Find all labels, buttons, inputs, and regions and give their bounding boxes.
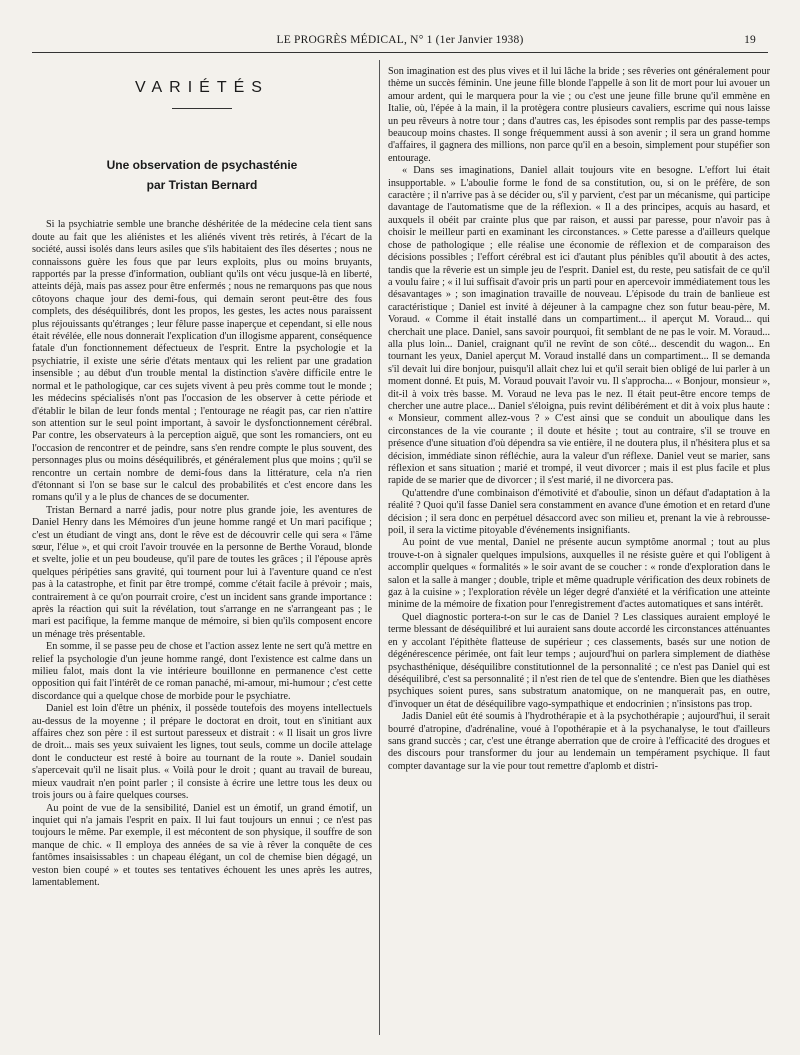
- running-header: [32, 34, 768, 50]
- paragraph: Au point de vue de la sensibilité, Daniel est un émotif, un grand émotif, un inquiet qui n'a jamais l'esprit en paix. Il lui faut toujours un ennui ; ce n'est pas toujours le même. Par exemple, il est mécontent de son physique, il souffre de son manque de chic. « Il employa des années de sa vie à rêver la conquête de ces fantômes insaisissables : un chapeau élégant, un col de chemise bien dégagé, un veston bien coupé » et toutes ses tentatives échouent les unes après les autres, lamentablement.: [32, 802, 372, 888]
- article-title-line: Une observation de psychasténie: [106, 158, 298, 173]
- running-title: LE PROGRÈS MÉDICAL, N° 1 (1er Janvier 1938): [276, 34, 524, 46]
- paragraph: En somme, il se passe peu de chose et l'action assez lente ne sert qu'à mettre en relief la psychologie d'un jeune homme rangé, dont l'existence est calme dans un milieu falot, mais dont la vie intérieure bouillonne en permanence c'est cette opposition qui fait l'intérêt de ce roman panaché, mi-amour, mi-humour ; c'est cette discordance qui a quelque chose de morbide pour le psychiatre.: [32, 641, 372, 702]
- paragraph: Son imagination est des plus vives et il lui lâche la bride ; ses rêveries ont généralement pour thème un succès féminin. Une jeune fille blonde l'appelle à son lit de mort pour lui avouer un amour ardent, qui le marquera pour la vie ; ou c'est une jeune fille brune qu'il emmène en Italie, où, l'épée à la main, il la protègera contre plusieurs cavaliers, escrime qui nous laisse un peu rêveurs à notre tour ; dans d'autres cas, les épisodes sont remplis par des passe-temps beaucoup moins chastes. Il songe fréquemment aussi à son avenir ; il sera un grand homme d'affaires, il gagnera des millions, non parce qu'il en a besoin, simplement pour stupéfier son entourage.: [388, 66, 770, 164]
- article-author-line: par Tristan Bernard: [146, 178, 258, 193]
- column-divider: [379, 60, 380, 1035]
- article-title: [32, 155, 372, 195]
- paragraph: Jadis Daniel eût été soumis à l'hydrothérapie et à la psychothérapie ; aujourd'hui, il serait bourré d'atropine, d'adrénaline, voué à l'opothérapie et à la psychanalyse, le tout d'ailleurs sans grand succès ; car, c'est une étrange aberration que de croire à l'efficacité des drogues et des discours pour transformer du jour au lendemain un tempérament psychique. Il faut compter davantage sur la vie pour tout remettre d'aplomb et distri-: [388, 711, 770, 772]
- paragraph: Quel diagnostic portera-t-on sur le cas de Daniel ? Les classiques auraient employé le terme blessant de déséquilibré et lui auraient sans doute accordé les circonstances atténuantes en y accolant l'épithète flatteuse de supérieur ; ces classements, basés sur une notion de dégénérescence périmée, ont fait leur temps ; aujourd'hui on parlera simplement de diathèse psychasthénique, déséquilibre constitutionnel de la personnalité ; ce n'est pas Daniel qui est déséquilibré, c'est sa personnalité ; il n'est rien de tel que de s'entendre. Bien que les diathèses psychiques soient pures, sans substratum anatomique, on ne manquerait pas, en outre, d'invoquer un état de déséquilibre vago-sympathique et endocrinien ; n'insistons pas trop.: [388, 611, 770, 710]
- right-column: [388, 66, 770, 773]
- paragraph: Si la psychiatrie semble une branche déshéritée de la médecine cela tient sans doute au fait que les aliénistes et les aliénés vivent très retirés, à l'écart de la société, aussi isolés dans leurs asiles que s'ils habitaient des îles désertes ; nous ne connaissons guère les fous que par leurs exploits, plus ou moins bruyants, rapportés par la presse d'information, oubliant qu'ils ont vécu jusque-là en liberté, atteints déjà, mais pas assez pour être enfermés ; nous ne remarquons pas que nous côtoyons chaque jour des demi-fous, qui demain seront peut-être des fous complets, des déséquilibrés, dont les propos, les gestes, les actes nous paraissent plus réjouissants qu'étranges ; leur fêlure passe inaperçue et cependant, si elle nous était révélée, elle nous donnerait l'explication d'un illogisme apparent, conséquence fatale d'un fonctionnement défectueux de l'esprit. Entre la psychologie et la psychiatrie, il existe une série d'états mentaux qui les relient par une gradation insensible ; au début d'un trouble mental la distinction s'avère difficile entre le normal et le pathologique, car ces sujets vivent à peu près comme tout le monde ; les médecins spécialisés n'ont pas l'occasion de les observer à cette période et d'établir le bilan de leur fonds mental ; l'entourage ne réagit pas, car rien n'attire son attention sur le seul point important, à savoir le dysfonctionnement cérébral. Par contre, les observateurs à la perception aiguë, que sont les romanciers, ont eu l'occasion de rencontrer et de peindre, sans s'en rendre compte le plus souvent, des personnages plus ou moins déséquilibrés, et généralement plus que moins ; qu'il se rencontre un certain nombre de demi-fous dans la littérature, cela n'a rien d'étonnant si l'on se base sur le calcul des probabilités et c'est encore dans les romans qu'il y a le plus de chances de se documenter.: [32, 219, 372, 504]
- paragraph: Tristan Bernard a narré jadis, pour notre plus grande joie, les aventures de Daniel Henry dans les Mémoires d'un jeune homme rangé et Un mari pacifique ; c'est un étudiant de vingt ans, dont le rêve est de découvrir celle qui sera « l'âme sœur, l'élue », et qui croit l'avoir trouvée en la personne de Berthe Voraud, blonde et svelte, jolie et un peu boudeuse, qu'il pare de toutes les grâces ; il l'épouse après quelques péripéties sans gravité, qui tournent pour lui à l'aventure quand ce n'est pas à la catastrophe, et finit par être trompé, comme c'était facile à prévoir ; mais, contrairement à ce qu'on pourrait croire, c'est un incident sans grande importance : après la réaction qui suit la révélation, tout s'arrange en ne s'arrangeant pas ; le mari est pacifique, la femme manque de mémoire, si bien qu'ils composent encore un ménage très présentable.: [32, 504, 372, 640]
- paragraph: Daniel est loin d'être un phénix, il possède toutefois des moyens intellectuels au-dessus de la moyenne ; il prépare le doctorat en droit, tout en s'initiant aux affaires chez son père : il est surtout paresseux et distrait : « Il lisait un gros livre de droit... mais ses yeux suivaient les lignes, tout seuls, comme un docile attelage dont le conducteur est resté à boire au tournant de la route ». Daniel soudain s'apercevait qu'il ne lisait plus. « Voilà pour le droit ; quant au travail de bureau, mieux vaudrait n'en point parler ; il consiste à écrire une lettre tous les deux ou trois jours ou à faire quelques courses.: [32, 703, 372, 802]
- header-rule: [32, 52, 768, 53]
- paragraph: Qu'attendre d'une combinaison d'émotivité et d'aboulie, sinon un défaut d'adaptation à la réalité ? Quoi qu'il fasse Daniel sera constamment en avance d'une émotion et en retard d'une décision ; il sera donc en perpétuel désaccord avec son milieu et, prenant la vie à rebrousse-poil, il sera la victime pitoyable d'événements insignifiants.: [388, 487, 770, 537]
- page-number: 19: [744, 34, 756, 46]
- paragraph: Au point de vue mental, Daniel ne présente aucun symptôme anormal ; tout au plus trouve-t-on à signaler quelques impulsions, auxquelles il ne résiste guère et qui l'obligent à accomplir quelques « formalités » le soir avant de se coucher : « ronde d'exploration dans le salon et la salle à manger ; double, triple et même quadruple vérification des deux robinets de gaz à la cuisine » ; l'exploration révèle un léger degré d'anxiété et la vérification une atteinte minime de la mémoire de fixation pour l'enregistrement d'actes automatiques et sans intérêt.: [388, 537, 770, 611]
- left-column: [32, 60, 372, 889]
- paragraph: « Dans ses imaginations, Daniel allait toujours vite en besogne. L'effort lui était insupportable. » L'aboulie forme le fond de sa constitution, ou, si on le préfère, de son caractère ; il n'arrive pas à se décider ou, s'il y parvient, c'est par un mécanisme, qui participe davantage de l'automatisme que de la réflexion. « Il a des principes, acquis au hasard, et auxquels il obéit par crainte plus que par raison, et aussi par paresse, pour n'avoir pas à choisir le meilleur parti en examinant les circonstances. » Cette paresse a d'ailleurs quelque chose de pathologique ; elle réalise une économie de réflexion et de comparaison des décisions possibles ; l'effort cérébral est ici d'autant plus pénibles qu'il aboutit à des actes, tandis que la rêverie est un simple jeu de l'esprit. Daniel est, du reste, peu satisfait de ce qu'il a voulu faire ; « il lui suffisait d'avoir pris un parti pour en apercevoir immédiatement tous les désavantages » ; son imagination travaille de nouveau. L'épisode du train de banlieue est caractéristique ; Daniel est invité à déjeuner à la campagne chez son futur beau-père, M. Voraud. « Comme il était installé dans un compartiment... il aperçut M. Voraud... qui cherchait une place. Daniel, sans savoir pourquoi, fit semblant de ne pas le voir. M. Voraud... alla plus loin... Daniel, craignant qu'il ne revînt de son côté... descendit du wagon... En tournant les yeux, Daniel aperçut M. Voraud installé dans un compartiment... Il se demanda s'il devait lui dire bonjour, puisqu'il allait chez lui et qu'il serait bien obligé de lui parler à un moment donné. Et puis, M. Voraud pouvait l'avoir vu. Il s'approcha... « Bonjour, monsieur », dit-il à voix très basse. M. Voraud ne leva pas le nez. Il était peut-être encore temps de chercher une autre place... Daniel s'éloigna, puis revint délibérément et dit à voix plus haute : « Monsieur, comment allez-vous ? » C'est ainsi que se conduit un aboulique dans les circonstances de la vie courante ; il doute et hésite ; tout au contraire, s'il se trouve en présence d'une situation d'où dépendra sa vie entière, il ne doutera plus, il n'hésitera plus et sa décision, immédiate sinon réfléchie, aura la valeur d'un réflexe. Daniel veut se marier, sans réflexion et sans situation ; marié et trompé, il veut divorcer ; mais il est plus facile et plus rapide de se marier que de divorcer ; il s'est marié, il ne divorcera pas.: [388, 165, 770, 487]
- section-rule: [172, 108, 232, 109]
- section-title: VARIÉTÉS: [135, 79, 269, 96]
